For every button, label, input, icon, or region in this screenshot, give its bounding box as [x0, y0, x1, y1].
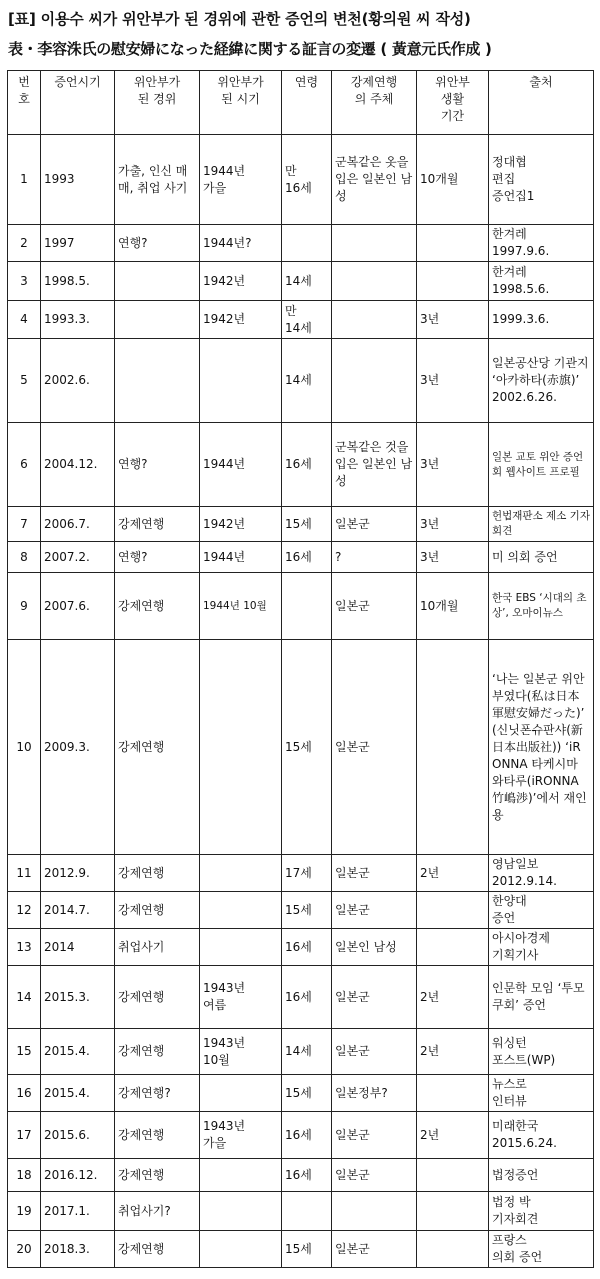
header-cell-agent: 강제연행 의 주체 — [332, 71, 417, 135]
cell-duration: 10개월 — [417, 135, 489, 225]
cell-circumstance — [115, 339, 200, 423]
cell-age: 만 16세 — [282, 135, 332, 225]
cell-source: 한겨레 1998.5.6. — [489, 262, 594, 301]
cell-testimony-date: 1997 — [41, 225, 115, 262]
cell-testimony-date: 2007.2. — [41, 542, 115, 573]
cell-agent: 일본군 — [332, 507, 417, 542]
table-row — [8, 966, 594, 1029]
cell-number: 7 — [8, 507, 41, 542]
cell-number: 2 — [8, 225, 41, 262]
cell-agent: 일본군 — [332, 1112, 417, 1159]
cell-source: 영남일보 2012.9.14. — [489, 855, 594, 892]
cell-number: 11 — [8, 855, 41, 892]
cell-circumstance: 강제연행 — [115, 1159, 200, 1192]
cell-number: 19 — [8, 1192, 41, 1231]
cell-circumstance: 가출, 인신 매매, 취업 사기 — [115, 135, 200, 225]
cell-source: 아시아경제 기획기사 — [489, 929, 594, 966]
table-row — [8, 1029, 594, 1075]
cell-age — [282, 1192, 332, 1231]
cell-period: 1943년 10월 — [200, 1029, 282, 1075]
cell-source: 한국 EBS ‘시대의 초상’, 오마이뉴스 — [489, 573, 594, 640]
cell-testimony-date: 2009.3. — [41, 640, 115, 855]
cell-testimony-date: 1998.5. — [41, 262, 115, 301]
cell-duration: 3년 — [417, 542, 489, 573]
cell-period: 1944년? — [200, 225, 282, 262]
cell-duration — [417, 1075, 489, 1112]
cell-age: 16세 — [282, 929, 332, 966]
cell-source: 법정 박 기자회견 — [489, 1192, 594, 1231]
cell-period: 1944년 가을 — [200, 135, 282, 225]
cell-circumstance — [115, 301, 200, 339]
cell-testimony-date: 2017.1. — [41, 1192, 115, 1231]
cell-number: 10 — [8, 640, 41, 855]
cell-agent: 일본군 — [332, 640, 417, 855]
cell-source: ‘나는 일본군 위안부였다(私は日本軍慰安婦だった)’ (신닛폰슈판샤(新日本出版社)) ‘iRONNA 타케시마 와타루(iRONNA 竹嶋渉)’에서 재인용 — [489, 640, 594, 855]
cell-period — [200, 1231, 282, 1268]
table-row — [8, 339, 594, 423]
cell-agent — [332, 301, 417, 339]
table-row — [8, 1192, 594, 1231]
header-cell-duration: 위안부 생활 기간 — [417, 71, 489, 135]
cell-circumstance: 강제연행 — [115, 855, 200, 892]
cell-period: 1942년 — [200, 262, 282, 301]
cell-testimony-date: 2006.7. — [41, 507, 115, 542]
cell-circumstance: 강제연행 — [115, 892, 200, 929]
cell-age — [282, 225, 332, 262]
table-row — [8, 262, 594, 301]
cell-circumstance: 취업사기 — [115, 929, 200, 966]
cell-circumstance: 취업사기? — [115, 1192, 200, 1231]
table-row — [8, 542, 594, 573]
cell-period — [200, 640, 282, 855]
cell-period — [200, 339, 282, 423]
cell-testimony-date: 1993.3. — [41, 301, 115, 339]
cell-testimony-date: 2014 — [41, 929, 115, 966]
cell-agent: 군복같은 것을 입은 일본인 남성 — [332, 423, 417, 507]
cell-age: 15세 — [282, 1231, 332, 1268]
cell-duration: 2년 — [417, 966, 489, 1029]
cell-source: 프랑스 의회 증언 — [489, 1231, 594, 1268]
table-row — [8, 301, 594, 339]
table-row — [8, 855, 594, 892]
cell-age: 16세 — [282, 1159, 332, 1192]
cell-number: 12 — [8, 892, 41, 929]
header-cell-source: 출처 — [489, 71, 594, 135]
table-row — [8, 135, 594, 225]
cell-age: 17세 — [282, 855, 332, 892]
cell-age: 16세 — [282, 542, 332, 573]
cell-circumstance: 연행? — [115, 423, 200, 507]
cell-source: 뉴스로 인터뷰 — [489, 1075, 594, 1112]
cell-agent: 일본정부? — [332, 1075, 417, 1112]
cell-duration: 2년 — [417, 1029, 489, 1075]
cell-number: 17 — [8, 1112, 41, 1159]
cell-duration — [417, 1192, 489, 1231]
table-row — [8, 1075, 594, 1112]
cell-source: 미래한국 2015.6.24. — [489, 1112, 594, 1159]
cell-duration — [417, 1159, 489, 1192]
cell-duration: 3년 — [417, 423, 489, 507]
table-row — [8, 507, 594, 542]
cell-testimony-date: 2015.3. — [41, 966, 115, 1029]
cell-number: 6 — [8, 423, 41, 507]
cell-testimony-date: 1993 — [41, 135, 115, 225]
cell-age: 16세 — [282, 1112, 332, 1159]
cell-circumstance: 강제연행 — [115, 1112, 200, 1159]
cell-agent: 일본군 — [332, 966, 417, 1029]
cell-duration: 3년 — [417, 339, 489, 423]
cell-testimony-date: 2015.4. — [41, 1075, 115, 1112]
cell-source: 인문학 모임 ‘투모쿠회’ 증언 — [489, 966, 594, 1029]
table-row — [8, 1159, 594, 1192]
cell-source: 정대협 편집 증언집1 — [489, 135, 594, 225]
cell-duration: 3년 — [417, 301, 489, 339]
cell-age: 만 14세 — [282, 301, 332, 339]
cell-period — [200, 1159, 282, 1192]
cell-testimony-date: 2015.4. — [41, 1029, 115, 1075]
cell-age: 15세 — [282, 640, 332, 855]
cell-agent: 일본군 — [332, 1231, 417, 1268]
cell-age: 15세 — [282, 507, 332, 542]
cell-period — [200, 892, 282, 929]
cell-number: 8 — [8, 542, 41, 573]
cell-period — [200, 929, 282, 966]
cell-source: 법정증언 — [489, 1159, 594, 1192]
cell-circumstance: 강제연행 — [115, 966, 200, 1029]
cell-source: 워싱턴 포스트(WP) — [489, 1029, 594, 1075]
cell-agent: 일본군 — [332, 892, 417, 929]
table-row — [8, 1231, 594, 1268]
cell-duration: 2년 — [417, 855, 489, 892]
cell-agent: 일본군 — [332, 855, 417, 892]
cell-source: 일본 교토 위안 증언회 웹사이트 프로필 — [489, 423, 594, 507]
cell-number: 4 — [8, 301, 41, 339]
cell-testimony-date: 2012.9. — [41, 855, 115, 892]
cell-circumstance: 강제연행 — [115, 507, 200, 542]
cell-agent: 일본군 — [332, 1029, 417, 1075]
header-cell-circumstance: 위안부가 된 경위 — [115, 71, 200, 135]
cell-duration — [417, 225, 489, 262]
cell-circumstance — [115, 262, 200, 301]
cell-number: 15 — [8, 1029, 41, 1075]
table-row — [8, 225, 594, 262]
table-title-korean: [표] 이용수 씨가 위안부가 된 경위에 관한 증언의 변천(황의원 씨 작성) — [8, 10, 471, 28]
cell-number: 14 — [8, 966, 41, 1029]
cell-period — [200, 1075, 282, 1112]
table-row — [8, 1112, 594, 1159]
cell-age — [282, 573, 332, 640]
table-row — [8, 640, 594, 855]
cell-duration: 10개월 — [417, 573, 489, 640]
cell-period — [200, 1192, 282, 1231]
cell-age: 15세 — [282, 1075, 332, 1112]
cell-agent — [332, 339, 417, 423]
cell-number: 16 — [8, 1075, 41, 1112]
cell-source: 일본공산당 기관지 ‘아카하타(赤旗)’ 2002.6.26. — [489, 339, 594, 423]
cell-number: 3 — [8, 262, 41, 301]
cell-circumstance: 강제연행 — [115, 1231, 200, 1268]
cell-testimony-date: 2007.6. — [41, 573, 115, 640]
cell-number: 20 — [8, 1231, 41, 1268]
cell-period — [200, 855, 282, 892]
cell-circumstance: 강제연행? — [115, 1075, 200, 1112]
table-title-japanese: 表・李容洙氏の慰安婦になった経緯に関する証言の変遷 ( 黃意元氏作成 ) — [8, 40, 492, 58]
cell-testimony-date: 2016.12. — [41, 1159, 115, 1192]
cell-testimony-date: 2018.3. — [41, 1231, 115, 1268]
cell-agent — [332, 1192, 417, 1231]
cell-number: 5 — [8, 339, 41, 423]
cell-duration — [417, 929, 489, 966]
cell-period: 1944년 — [200, 423, 282, 507]
cell-period: 1944년 — [200, 542, 282, 573]
cell-period: 1942년 — [200, 301, 282, 339]
cell-circumstance: 강제연행 — [115, 640, 200, 855]
cell-agent: 일본군 — [332, 1159, 417, 1192]
cell-agent: 군복같은 옷을 입은 일본인 남성 — [332, 135, 417, 225]
cell-age: 14세 — [282, 339, 332, 423]
table-row — [8, 892, 594, 929]
cell-agent — [332, 225, 417, 262]
cell-period: 1943년 가을 — [200, 1112, 282, 1159]
table-row — [8, 573, 594, 640]
header-cell-testimony-date: 증언시기 — [41, 71, 115, 135]
cell-agent: 일본인 남성 — [332, 929, 417, 966]
cell-period: 1943년 여름 — [200, 966, 282, 1029]
cell-source: 1999.3.6. — [489, 301, 594, 339]
cell-number: 13 — [8, 929, 41, 966]
header-cell-age: 연령 — [282, 71, 332, 135]
header-cell-period: 위안부가 된 시기 — [200, 71, 282, 135]
cell-source: 헌법재판소 제소 기자회견 — [489, 507, 594, 542]
cell-duration — [417, 1231, 489, 1268]
cell-testimony-date: 2004.12. — [41, 423, 115, 507]
cell-number: 1 — [8, 135, 41, 225]
cell-age: 14세 — [282, 1029, 332, 1075]
cell-circumstance: 연행? — [115, 542, 200, 573]
cell-agent — [332, 262, 417, 301]
table-row — [8, 929, 594, 966]
cell-source: 한겨레 1997.9.6. — [489, 225, 594, 262]
cell-age: 15세 — [282, 892, 332, 929]
cell-duration: 2년 — [417, 1112, 489, 1159]
cell-age: 16세 — [282, 966, 332, 1029]
cell-duration — [417, 640, 489, 855]
table-row — [8, 423, 594, 507]
cell-agent: 일본군 — [332, 573, 417, 640]
cell-testimony-date: 2002.6. — [41, 339, 115, 423]
cell-testimony-date: 2015.6. — [41, 1112, 115, 1159]
cell-source: 미 의회 증언 — [489, 542, 594, 573]
cell-age: 16세 — [282, 423, 332, 507]
cell-source: 한양대 증언 — [489, 892, 594, 929]
header-row — [8, 71, 594, 135]
cell-period: 1942년 — [200, 507, 282, 542]
table-body — [8, 135, 594, 1268]
cell-duration: 3년 — [417, 507, 489, 542]
cell-age: 14세 — [282, 262, 332, 301]
cell-duration — [417, 262, 489, 301]
cell-circumstance: 강제연행 — [115, 1029, 200, 1075]
testimony-table — [7, 70, 594, 1268]
cell-testimony-date: 2014.7. — [41, 892, 115, 929]
cell-period: 1944년 10월 — [200, 573, 282, 640]
cell-circumstance: 강제연행 — [115, 573, 200, 640]
cell-circumstance: 연행? — [115, 225, 200, 262]
cell-number: 18 — [8, 1159, 41, 1192]
cell-number: 9 — [8, 573, 41, 640]
cell-agent: ? — [332, 542, 417, 573]
cell-duration — [417, 892, 489, 929]
header-cell-number: 번 호 — [8, 71, 41, 135]
